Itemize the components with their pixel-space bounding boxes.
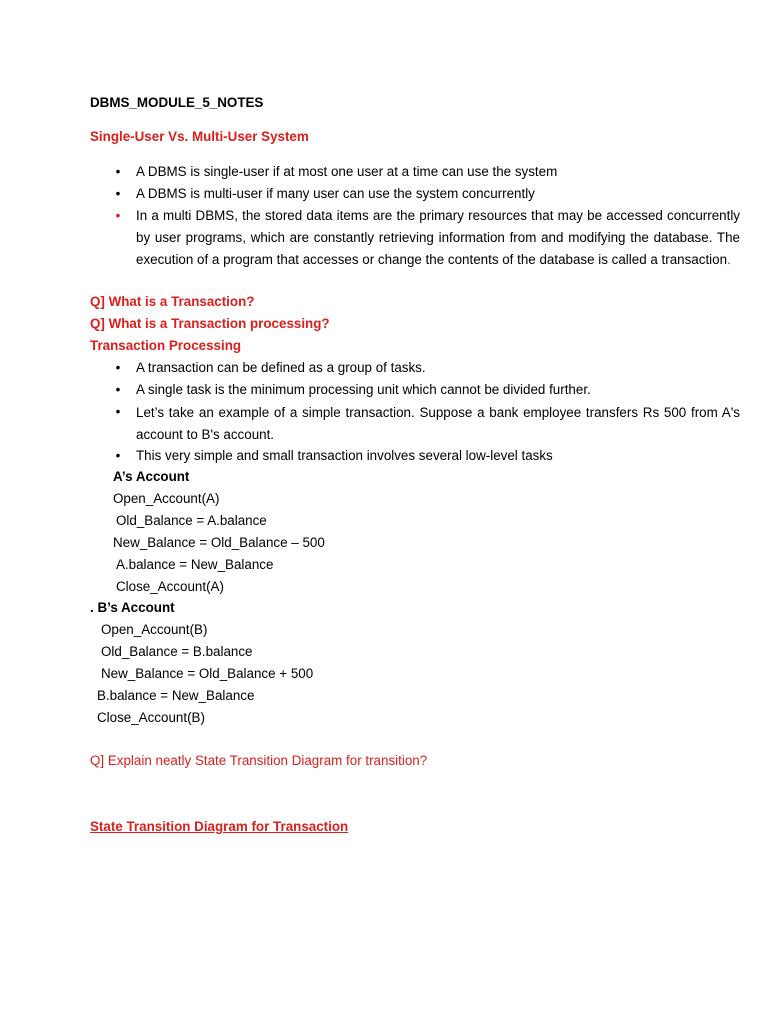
bullet-marker: • xyxy=(115,448,121,463)
code-line: Old_Balance = B.balance xyxy=(101,644,253,659)
bullet-text: A DBMS is multi-user if many user can use the system concurrently xyxy=(136,186,535,201)
bullet-text: In a multi DBMS, the stored data items are the primary resources that may be accessed concurrently by user programs, which are constantly retrieving information from and modifying the database. The execution of a program that accesses or change the contents of the database is called a transaction xyxy=(136,208,740,267)
bullet-marker: • xyxy=(115,404,121,419)
question-transaction: Q] What is a Transaction? xyxy=(90,294,255,309)
bullet-marker: • xyxy=(115,164,121,179)
bullet-text: A transaction can be defined as a group of tasks. xyxy=(136,360,426,375)
bullet-text: A single task is the minimum processing unit which cannot be divided further. xyxy=(136,382,591,397)
question-transaction-processing: Q] What is a Transaction processing? xyxy=(90,316,330,331)
code-line: New_Balance = Old_Balance + 500 xyxy=(101,666,314,681)
bullet-text: This very simple and small transaction involves several low-level tasks xyxy=(136,448,553,463)
bullet-text: A DBMS is single-user if at most one user at a time can use the system xyxy=(136,164,558,179)
section-heading-transaction-processing: Transaction Processing xyxy=(90,338,242,353)
code-line: Open_Account(B) xyxy=(101,622,208,637)
code-line: Old_Balance = A.balance xyxy=(116,513,267,528)
section-heading-single-multi-user: Single-User Vs. Multi-User System xyxy=(90,129,309,144)
account-b-title: B’s Account xyxy=(97,600,175,615)
code-line: Open_Account(A) xyxy=(113,491,220,506)
account-a-heading: A’s Account xyxy=(113,469,190,484)
doc-title: DBMS_MODULE_5_NOTES xyxy=(90,95,264,110)
code-line: Close_Account(A) xyxy=(116,579,224,594)
bullet-marker: • xyxy=(115,360,121,375)
bullet-paragraph xyxy=(136,205,740,270)
trailing-period: . xyxy=(727,251,731,267)
bullet-marker: • xyxy=(115,186,121,201)
account-b-prefix: . xyxy=(90,600,98,615)
bullet-marker: • xyxy=(115,208,121,223)
code-line: New_Balance = Old_Balance – 500 xyxy=(113,535,325,550)
question-state-transition: Q] Explain neatly State Transition Diagram for transition? xyxy=(90,753,428,768)
bullet-text: Let’s take an example of a simple transaction. Suppose a bank employee transfers Rs 500 from A's account to B's account. xyxy=(136,405,740,442)
code-line: Close_Account(B) xyxy=(97,710,205,725)
bullet-marker: • xyxy=(115,382,121,397)
account-b-heading xyxy=(90,598,175,618)
code-line: B.balance = New_Balance xyxy=(97,688,255,703)
code-line: A.balance = New_Balance xyxy=(116,557,274,572)
diagram-heading: State Transition Diagram for Transaction xyxy=(90,819,349,834)
